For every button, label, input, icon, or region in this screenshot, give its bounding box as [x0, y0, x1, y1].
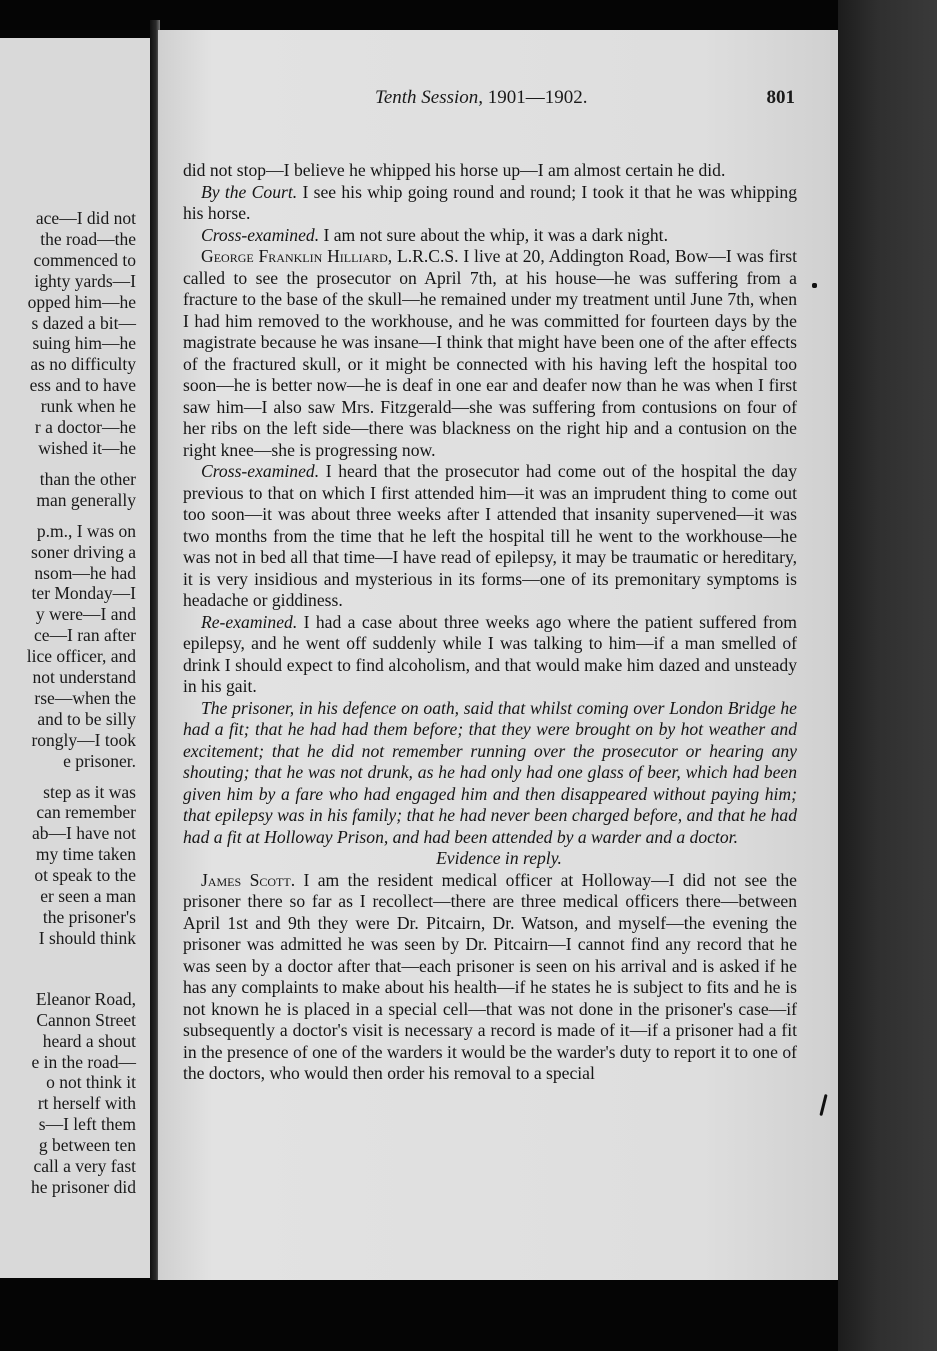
facing-page-line: call a very fast [33, 1156, 136, 1177]
scan-edge-shadow [838, 0, 937, 1351]
facing-page-line: e prisoner. [63, 750, 136, 771]
facing-page-line: the road—the [40, 228, 136, 249]
facing-page-line: y were—I and [35, 604, 136, 625]
facing-page-line: runk when he [40, 396, 136, 417]
facing-page-line: nsom—he had [34, 562, 136, 583]
facing-page-text [0, 208, 136, 1198]
paragraph-prisoner-defence: The prisoner, in his defence on oath, said that whilst coming over London Bridge he had a fit; that he had had them before; that they were brought on by hot weather and excitement; that he did not remember running over the prosecutor or hearing any shouting; that he was not drunk, as he had only had one glass of beer, which had been given him by a fare who had engaged him and then disappeared without paying him; that epilepsy was in his family; that he had never been charged before, and that he had had a fit at Holloway Prison, and had been attended by a warder and a doctor. [183, 697, 797, 847]
facing-page-left [0, 38, 156, 1278]
facing-page-line: heard a shout [42, 1030, 136, 1051]
facing-page-line: commenced to [33, 249, 136, 270]
paragraph-james-scott: James Scott. I am the resident medical officer at Holloway—I did not see the prisoner there so far as I recollect—there are three medical officers there—between April 1st and 9th they were Dr. Pitcairn, Dr. Watson, and myself—the evening the prisoner was admitted he was seen by Dr. Pitcairn—I cannot find any record that he was seen by a doctor after that—each prisoner is seen on his arrival and is asked if he has any complaints to make about his health—if he states he is subject to fits and he is not known he is placed in a special cell—that was not done in the prisoner's case—if subsequently a doctor's visit is necessary a record is made of it—if a prisoner had a fit in the presence of one of the warders it would be the warder's duty to report it to one of the doctors, who would then order his removal to a special [183, 869, 797, 1083]
page-number: 801 [766, 87, 795, 108]
paragraph-hilliard: George Franklin Hilliard, L.R.C.S. I live at 20, Addington Road, Bow—I was first called to see the prosecutor on April 7th, at his house—he was suffering from a fracture to the base of the skull—he remained under my treatment until June 7th, when I had him removed to the workhouse, and he was committed for fourteen days by the magistrate because he was insane—I think that might have been one of the after effects of the fractured skull, or it might be connected with his having left the hospital too soon—he is better now—he is deaf in one ear and deafer now than he was when I first saw him—I also saw Mrs. Fitzgerald—she was suffering from contusions on four of her ribs on the left side—there was blackness on the right hip and a contusion on the right knee—she is progressing now. [183, 246, 797, 460]
facing-page-spacer [0, 772, 136, 782]
facing-page-line: e in the road— [31, 1051, 136, 1072]
facing-page-line: step as it was [43, 781, 136, 802]
facing-page-line: not understand [32, 667, 136, 688]
facing-page-line: g between ten [38, 1135, 136, 1156]
section-heading: Evidence in reply. [436, 848, 562, 868]
facing-page-line: I should think [38, 927, 136, 948]
facing-page-line: p.m., I was on [36, 520, 136, 541]
page-body [183, 160, 797, 1085]
facing-page-line: rse—when the [34, 687, 136, 708]
facing-page-line: and to be silly [37, 708, 136, 729]
facing-page-line: suing him—he [32, 333, 136, 354]
session-title: Tenth Session, 1901—1902. [375, 87, 588, 108]
margin-dot-mark [812, 283, 817, 288]
running-head [215, 87, 795, 115]
facing-page-line: ighty yards—I [34, 270, 136, 291]
facing-page-line: man generally [36, 489, 136, 510]
facing-page-line: ter Monday—I [31, 583, 136, 604]
facing-page-line: o not think it [46, 1072, 136, 1093]
facing-page-line: ess and to have [29, 375, 136, 396]
paragraph-cross-examined-1: Cross-examined. I am not sure about the whip, it was a dark night. [201, 224, 668, 245]
facing-page-line: ace—I did not [35, 208, 136, 228]
facing-page-line: ot speak to the [34, 865, 136, 886]
facing-page-line: as no difficulty [30, 354, 136, 375]
facing-page-line: ce—I ran after [33, 625, 136, 646]
facing-page-line: s—I left them [38, 1114, 136, 1135]
facing-page-spacer [0, 459, 136, 469]
paragraph-re-examined: Re-examined. I had a case about three weeks ago where the patient suffered from epilepsy, and he went off suddenly while I was talking to him—if a man smelled of drink I should expect to find alcoholism, and that would make him dazed and unsteady in his gait. [183, 611, 797, 696]
facing-page-line: the prisoner's [42, 907, 136, 927]
paragraph-by-the-court: By the Court. I see his whip going round and round; I took it that he was whipping his horse. [183, 181, 797, 223]
facing-page-line: Cannon Street [36, 1009, 136, 1030]
paragraph-cross-examined-2: Cross-examined. I heard that the prosecutor had come out of the hospital the day previous to that on which I first attended him—it was an imprudent thing to come out too soon—it was about three weeks after I attended that insanity supervened—it was two months from the time that he left the hospital till he went to the workhouse—he was not in bed all that time—I have read of epilepsy, it may be traumatic or hereditary, it is very insidious and mysterious in its forms—one of its premonitary symptoms is headache or giddiness. [183, 461, 797, 610]
facing-page-line: my time taken [35, 844, 136, 865]
facing-page-line: er seen a man [40, 886, 136, 907]
facing-page-line: wished it—he [38, 437, 136, 458]
facing-page-line: ab—I have not [32, 823, 136, 844]
facing-page-line: he prisoner did [31, 1176, 136, 1197]
facing-page-line: lice officer, and [26, 646, 136, 667]
facing-page-line: than the other [39, 468, 136, 489]
facing-page-spacer [0, 511, 136, 521]
facing-page-line: can remember [36, 802, 136, 823]
facing-page-line: r a doctor—he [34, 417, 136, 438]
facing-page-line: rt herself with [37, 1093, 136, 1114]
facing-page-spacer [0, 949, 136, 989]
facing-page-line: soner driving a [31, 541, 136, 562]
paragraph-continuation: did not stop—I believe he whipped his horse up—I am almost certain he did. [183, 160, 726, 180]
facing-page-line: rongly—I took [31, 729, 136, 750]
facing-page-line: Eleanor Road, [35, 988, 136, 1009]
facing-page-line: opped him—he [27, 291, 136, 312]
facing-page-line: s dazed a bit— [31, 312, 136, 333]
